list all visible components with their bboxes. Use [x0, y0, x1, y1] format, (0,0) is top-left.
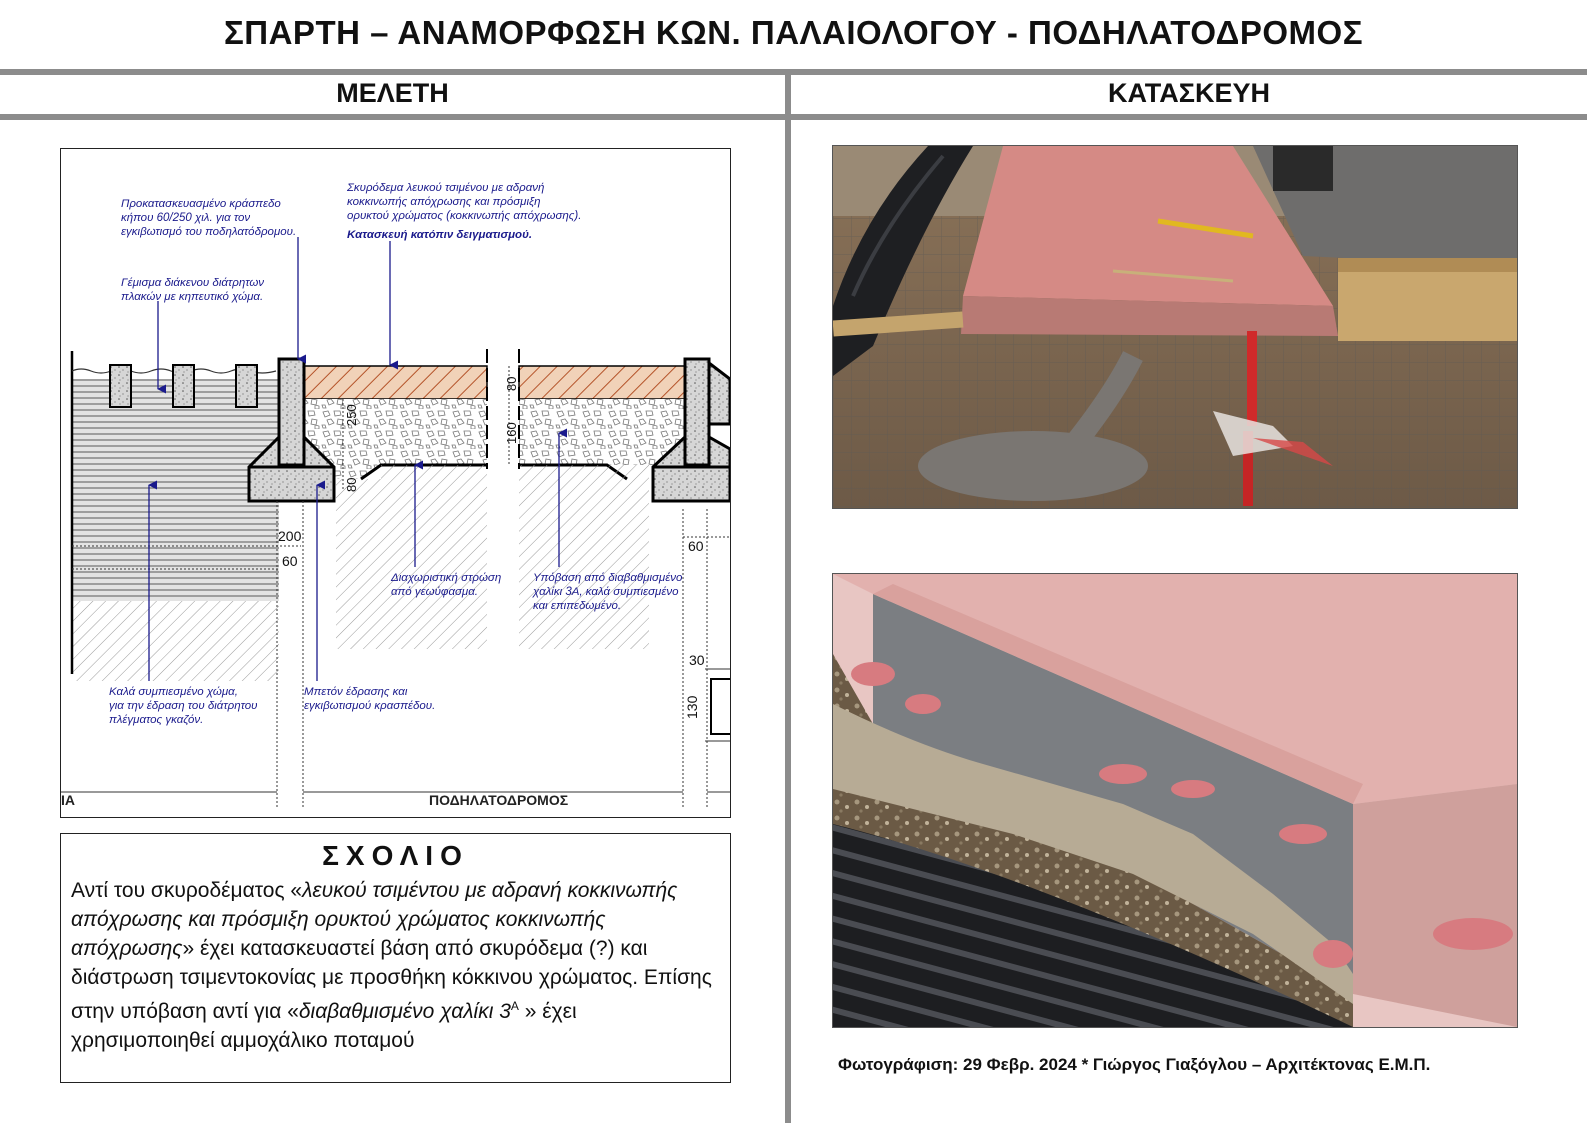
dim-130: 130 [684, 695, 700, 719]
dim-30: 30 [689, 652, 705, 668]
section-drawing-svg [61, 149, 730, 817]
photo-credit: Φωτογράφιση: 29 Φεβρ. 2024 * Γιώργος Γιαξόγλου – Αρχιτέκτονας Ε.Μ.Π. [838, 1055, 1431, 1074]
column-divider [785, 70, 791, 1123]
comment-text: Αντί του σκυροδέματος «λευκού τσιμέντου με αδρανή κοκκινωπής απόχρωσης και πρόσμιξη ορυκτού χρώματος κοκκινωπής απόχρωσης» έχει κατασκευαστεί βάση από σκυρόδεμα (?) και διάστρωση τσιμεντοκονίας με προσθήκη κόκκινου χρώματος. Επίσης στην υπόβαση αντί για «διαβαθμισμένο χαλίκι $3^A$ » έχει χρησιμοποιηθεί αμμοχάλικο ποταμού [71, 879, 712, 1052]
note-kerb-1: Προκατασκευασμένο κράσπεδο [121, 198, 281, 210]
note-bedding-1: Μπετόν έδρασης και [304, 686, 408, 698]
note-kerb-3: εγκιβωτισμό του ποδηλατόδρομου. [121, 226, 297, 238]
top-divider [0, 69, 1587, 75]
dim-160: 160 [504, 422, 519, 444]
right-kerb [685, 359, 709, 465]
note-concrete-3: ορυκτού χρώματος (κοκκινωπής απόχρωσης). [347, 210, 582, 222]
note-soil-3: πλέγματος γκαζόν. [109, 714, 204, 726]
note-concrete-2: κοκκινωπής απόχρωσης και πρόσμιξη [347, 196, 541, 208]
column-heading-study: ΜΕΛΕΤΗ [336, 78, 449, 108]
page-title: ΣΠΑΡΤΗ – ΑΝΑΜΟΡΦΩΣΗ ΚΩΝ. ΠΑΛΑΙΟΛΟΓΟΥ - ΠΟΔΗΛΑΤΟΔΡΟΜΟΣ [223, 14, 1364, 51]
note-subbase-2: χαλίκι 3Α, καλά συμπιεσμένο [533, 586, 679, 598]
note-concrete-bold: Κατασκευή κατόπιν δειγματισμού. [347, 229, 533, 241]
grass-paver-rib [173, 365, 194, 407]
comment-title: ΣΧΟΛΙΟ [322, 840, 469, 871]
note-subbase-1: Υπόβαση από διαβαθμισμένο [533, 572, 683, 584]
dim-60-left: 60 [282, 553, 298, 569]
dim-250: 250 [344, 404, 359, 426]
red-concrete-layer [519, 366, 685, 399]
grass-paver-rib [236, 365, 257, 407]
native-ground-mid [381, 465, 487, 649]
column-heading-construction: ΚΑΤΑΣΚΕΥΗ [1108, 78, 1270, 108]
native-ground-right [519, 465, 649, 649]
gravel-subbase [519, 399, 685, 465]
note-subbase-3: και επιπεδωμένο. [533, 600, 622, 612]
dim-200: 200 [278, 528, 302, 544]
comment-box [60, 833, 731, 1083]
header-divider [0, 114, 1587, 120]
note-fill-1: Γέμισμα διάκενου διάτρητων [121, 277, 265, 289]
note-kerb-2: κήπου 60/250 χιλ. για τον [121, 212, 251, 224]
red-concrete-layer [304, 366, 487, 399]
construction-photo-2 [832, 573, 1518, 1028]
native-ground-mid [336, 479, 381, 649]
dim-60-right: 60 [688, 538, 704, 554]
note-concrete-1: Σκυρόδεμα λευκού τσιμένου με αδρανή [347, 182, 545, 194]
dim-80: 80 [504, 376, 519, 391]
note-geotextile-1: Διαχωριστική στρώση [391, 572, 502, 584]
left-cut-label: ΙΑ [61, 792, 75, 808]
native-ground-left [72, 601, 279, 681]
lower-kerb [711, 679, 730, 734]
note-bedding-2: εγκιβωτισμού κρασπέδου. [304, 700, 436, 712]
grass-paver-rib [110, 365, 131, 407]
left-kerb [279, 359, 304, 465]
bikepath-label: ΠΟΔΗΛΑΤΟΔΡΟΜΟΣ [429, 792, 569, 808]
note-geotextile-2: από γεωύφασμα. [391, 586, 478, 598]
note-soil-1: Καλά συμπιεσμένο χώμα, [109, 686, 238, 698]
note-fill-2: πλακών με κηπευτικό χώμα. [121, 291, 264, 303]
section-drawing [60, 148, 731, 818]
dim-80-base: 80 [344, 477, 359, 492]
note-soil-2: για την έδραση του διάτρητου [109, 700, 258, 712]
construction-photo-1 [832, 145, 1518, 509]
